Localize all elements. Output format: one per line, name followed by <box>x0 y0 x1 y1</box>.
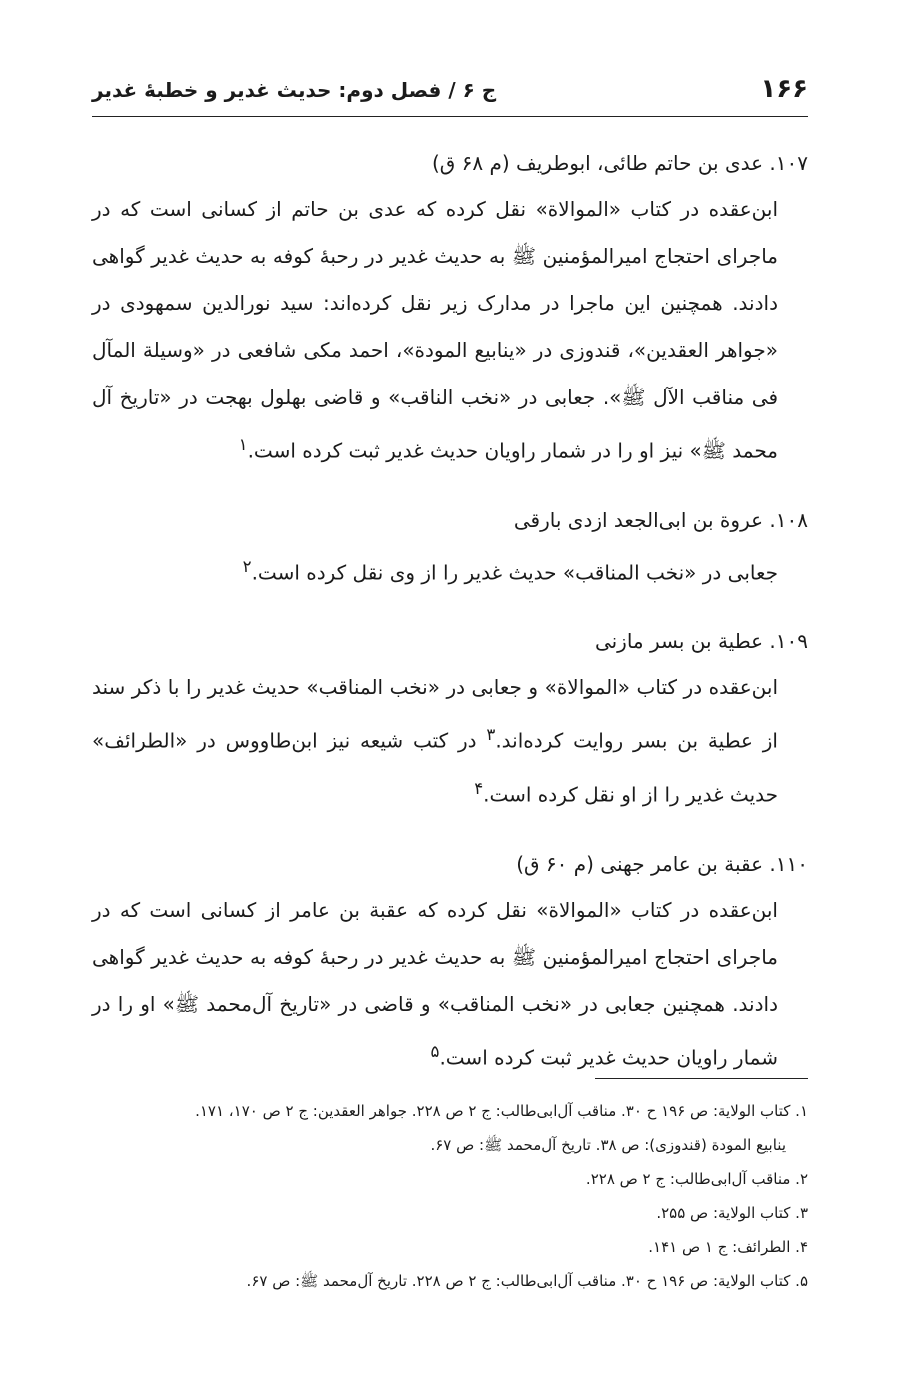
paragraph-text: ابن‌عقده در کتاب «الموالاة» و جعابی در «نخب المناقب» حدیث غدیر را با ذکر سند از عطیة بن بسر روایت کرده‌اند. <box>92 675 778 753</box>
entry-paragraph <box>92 887 808 1082</box>
running-title: ج ۶ / فصل دوم: حدیث غدیر و خطبهٔ غدیر <box>92 78 497 102</box>
footnote-marker[interactable]: ۱ <box>238 435 248 454</box>
footnote-3: ۳. کتاب الولایة: ص ۲۵۵. <box>656 1204 808 1222</box>
entry-paragraph <box>92 186 808 475</box>
footnote-marker[interactable]: ۵ <box>430 1041 440 1061</box>
entry-paragraph <box>92 664 808 818</box>
paragraph-text: در کتب شیعه نیز ابن‌طاووس در «الطرائف» حدیث غدیر را از او نقل کرده است. <box>92 728 778 807</box>
paragraph-text: ابن‌عقده در کتاب «الموالاة» نقل کرده که عقبة بن عامر از کسانی است که در ماجرای احتجاج امیرالمؤمنین ﷺ به حدیث غدیر در رحبهٔ کوفه به حدیث غدیر گواهی دادند. همچنین جعابی در «نخب المناقب» و قاضی در «تاریخ آل‌محمد ﷺ» او را در شمار راویان حدیث غدیر ثبت کرده است. <box>92 897 778 1070</box>
entry-107 <box>92 140 808 475</box>
entry-title: ۱۰۹. عطیة بن بسر مازنی <box>594 629 808 654</box>
footnote-marker[interactable]: ۴ <box>474 778 484 798</box>
footnote-marker[interactable]: ۳ <box>486 725 496 745</box>
footnote-marker[interactable]: ۲ <box>242 556 252 576</box>
paragraph-text: جعابی در «نخب المناقب» حدیث غدیر را از وی نقل کرده است. <box>251 560 778 585</box>
footnote-2: ۲. مناقب آل‌ابی‌طالب: ج ۲ ص ۲۲۸. <box>585 1170 808 1188</box>
entry-title: ۱۱۰. عقبة بن عامر جهنی (م ۶۰ ق) <box>516 851 808 876</box>
entry-109 <box>92 618 808 818</box>
paragraph-text: ابن‌عقده در کتاب «الموالاة» نقل کرده که عدی بن حاتم از کسانی است که در ماجرای احتجاج امیرالمؤمنین ﷺ به حدیث غدیر در رحبهٔ کوفه به حدیث غدیر گواهی دادند. همچنین این ماجرا در مدارک زیر نقل کرده‌اند: سید نورالدین سمهودی در «جواهر العقدین»، قندوزی در «ینابیع المودة»، احمد مکی شافعی در «وسیلة المآل فی مناقب الآل ﷺ». جعابی در «نخب الناقب» و قاضی بهلول بهجت در «تاریخ آل محمد ﷺ» نیز او را در شمار راویان حدیث غدیر ثبت کرده است. <box>92 197 778 463</box>
entry-108 <box>92 497 808 597</box>
entry-110 <box>92 841 808 1082</box>
footnote-1-continued: ینابیع المودة (قندوزی): ص ۳۸. تاریخ آل‌محمد ﷺ: ص ۶۷. <box>430 1136 786 1154</box>
footnote-4: ۴. الطرائف: ج ۱ ص ۱۴۱. <box>648 1238 808 1256</box>
entry-title: ۱۰۸. عروة بن ابی‌الجعد ازدی بارقی <box>513 507 808 532</box>
footnote-divider <box>595 1078 808 1079</box>
main-text <box>92 140 808 1103</box>
footnote-1: ۱. کتاب الولایة: ص ۱۹۶ ح ۳۰. مناقب آل‌ابی‌طالب: ج ۲ ص ۲۲۸. جواهر العقدین: ج ۲ ص ۱۷۰، ۱۷۱. <box>195 1102 808 1120</box>
entry-title: ۱۰۷. عدی بن حاتم طائی، ابوطریف (م ۶۸ ق) <box>431 151 808 175</box>
page-header <box>92 72 808 117</box>
footnotes <box>92 1094 808 1298</box>
entry-paragraph <box>92 543 808 597</box>
footnote-5: ۵. کتاب الولایة: ص ۱۹۶ ح ۳۰. مناقب آل‌ابی‌طالب: ج ۲ ص ۲۲۸. تاریخ آل‌محمد ﷺ: ص ۶۷. <box>246 1272 808 1290</box>
page-number: ۱۶۶ <box>760 74 808 104</box>
